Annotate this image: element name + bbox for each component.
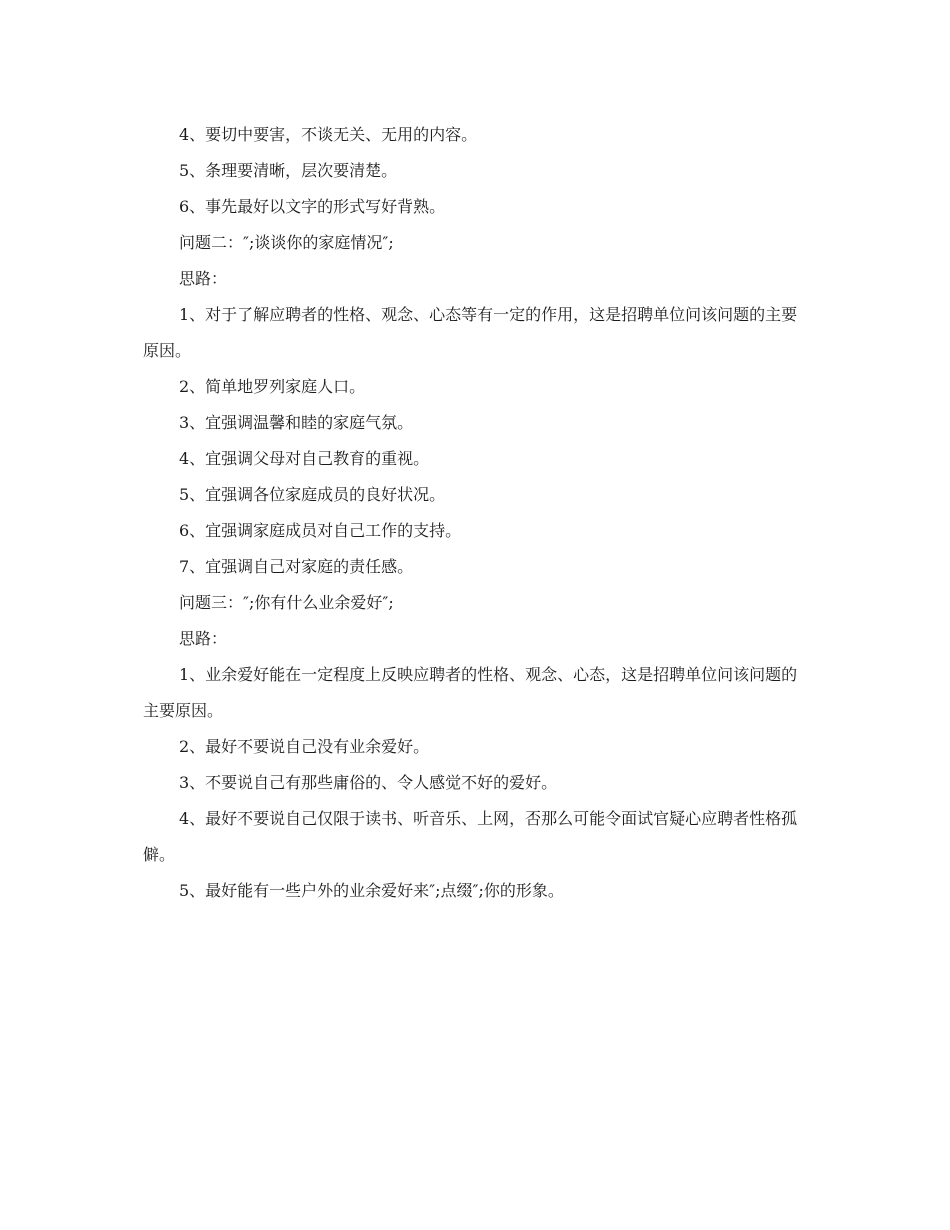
list-item: 5、条理要清晰，层次要清楚。 [179,161,398,180]
approach-label: 思路： [179,629,228,648]
list-item: 1、对于了解应聘者的性格、观念、心态等有一定的作用，这是招聘单位问该问题的主要原因。 [143,305,798,360]
list-item: 5、最好能有一些户外的业余爱好来″;点缀″;你的形象。 [179,881,564,900]
question-heading: 问题三：″;你有什么业余爱好″; [179,593,394,612]
list-item: 4、最好不要说自己仅限于读书、听音乐、上网，否那么可能令面试官疑心应聘者性格孤僻。 [143,809,798,864]
list-item: 1、业余爱好能在一定程度上反映应聘者的性格、观念、心态，这是招聘单位问该问题的主要原因。 [143,665,798,720]
list-item: 6、事先最好以文字的形式写好背熟。 [179,197,446,216]
document-body [143,117,808,909]
list-item: 2、最好不要说自己没有业余爱好。 [179,737,430,756]
list-item: 3、宜强调温馨和睦的家庭气氛。 [179,413,414,432]
question-heading: 问题二：″;谈谈你的家庭情况″; [179,233,394,252]
list-item: 2、简单地罗列家庭人口。 [179,377,366,396]
list-item: 6、宜强调家庭成员对自己工作的支持。 [179,521,462,540]
list-item: 3、不要说自己有那些庸俗的、令人感觉不好的爱好。 [179,773,558,792]
list-item: 5、宜强调各位家庭成员的良好状况。 [179,485,446,504]
list-item: 4、要切中要害，不谈无关、无用的内容。 [179,125,478,144]
approach-label: 思路： [179,269,228,288]
list-item: 7、宜强调自己对家庭的责任感。 [179,557,414,576]
list-item: 4、宜强调父母对自己教育的重视。 [179,449,430,468]
